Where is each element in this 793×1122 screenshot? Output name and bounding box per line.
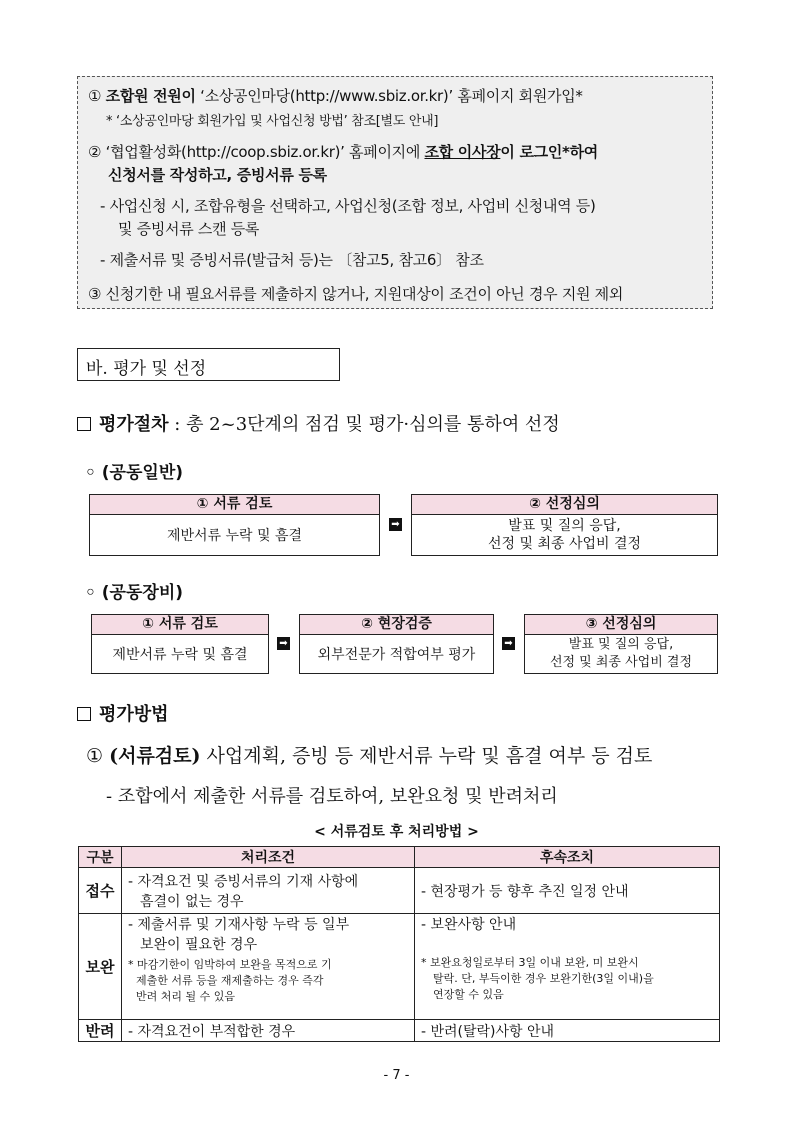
equip-step1-body: 제반서류 누락 및 흠결: [112, 647, 248, 663]
notice-line-6: 및 증빙서류 스캔 등록: [118, 220, 260, 238]
notice-num-3: ③: [88, 285, 102, 303]
method-sub: - 조합에서 제출한 서류를 검토하여, 보완요청 및 반려처리: [106, 786, 558, 807]
general-step1-body: 제반서류 누락 및 흠결: [166, 528, 303, 544]
equip-step2-box: [299, 614, 494, 674]
table-row: [79, 1020, 720, 1042]
notice-line-5: - 사업신청 시, 조합유형을 선택하고, 사업신청(조합 정보, 사업비 신청내역 등): [100, 197, 596, 215]
procedure-text: : 총 2~3단계의 점검 및 평가·심의를 통하여 선정: [168, 414, 560, 435]
row-condition: [122, 868, 415, 914]
general-step2-body1: 발표 및 질의 응답,: [508, 518, 621, 534]
row-type: 접수: [79, 868, 122, 914]
action-note: 연장할 수 있음: [433, 988, 504, 1001]
general-label: ◦ (공동일반): [85, 463, 184, 483]
notice-line-2: * ‘소상공인마당 회원가입 및 사업신청 방법’ 참조[별도 안내]: [106, 114, 439, 129]
cond-line: 흠결이 없는 경우: [140, 893, 244, 910]
table-header: 후속조치: [415, 847, 720, 868]
arrow-right-icon: ➡: [389, 518, 402, 531]
notice-box: [77, 76, 713, 309]
row-condition: [122, 914, 415, 1020]
checkbox-icon: [77, 417, 91, 431]
equip-step3-title: ③ 선정심의: [525, 615, 717, 635]
equip-step3-body1: 발표 및 질의 응답,: [568, 637, 674, 652]
method-bold: (서류검토): [109, 745, 201, 767]
processing-table: [78, 846, 720, 1042]
row-condition: - 자격요건이 부적합한 경우: [122, 1020, 415, 1042]
notice-num-1: ①: [88, 87, 102, 105]
table-caption: < 서류검토 후 처리방법 >: [314, 824, 479, 840]
notice-bold-3b: 이 로그인*하여: [500, 143, 598, 161]
row-action: [415, 914, 720, 1020]
cond-line: - 자격요건 및 증빙서류의 기재 사항에: [128, 873, 359, 890]
notice-bold-1: 조합원 전원이: [105, 87, 196, 105]
procedure-label: 평가절차: [99, 414, 169, 435]
equip-step3-body2: 선정 및 최종 사업비 결정: [549, 655, 693, 670]
notice-line-4: [108, 164, 327, 185]
arrow-right-icon: ➡: [277, 637, 290, 650]
action-note: 탈락. 단, 부득이한 경우 보완기한(3일 이내)을: [433, 972, 654, 985]
cond-line: 보완이 필요한 경우: [140, 937, 258, 953]
notice-text-8: 신청기한 내 필요서류를 제출하지 않거나, 지원대상이 조건이 아닌 경우 지원 제외: [101, 285, 624, 303]
equip-step2-body: 외부전문가 적합여부 평가: [317, 647, 476, 663]
checkbox-icon: [77, 707, 91, 721]
notice-bold-4: 신청서를 작성하고, 증빙서류 등록: [108, 166, 327, 184]
equip-step2-title: ② 현장검증: [300, 615, 493, 635]
cond-note: 반려 처리 될 수 있음: [136, 990, 235, 1003]
notice-num-2: ②: [88, 143, 102, 161]
equip-label: ◦ (공동장비): [85, 583, 184, 603]
action-note: * 보완요청일로부터 3일 이내 보완, 미 보완시: [421, 956, 639, 969]
general-step2-title: ② 선정심의: [412, 495, 717, 515]
row-action: - 반려(탈락)사항 안내: [415, 1020, 720, 1042]
notice-line-1: [88, 85, 583, 106]
notice-text-1: ‘소상공인마당(http://www.sbiz.or.kr)’ 홈페이지 회원가입*: [195, 87, 583, 105]
cond-line: - 제출서류 및 기재사항 누락 등 일부: [128, 917, 350, 933]
general-step2-body2: 선정 및 최종 사업비 결정: [487, 536, 642, 552]
notice-underline-3: 조합 이사장: [424, 143, 501, 161]
equip-step3-box: [524, 614, 718, 674]
table-header: 구분: [79, 847, 122, 868]
table-header-row: [79, 847, 720, 868]
section-title: 바. 평가 및 선정: [77, 348, 340, 381]
method-text: 사업계획, 증빙 등 제반서류 누락 및 흠결 여부 등 검토: [200, 745, 653, 767]
row-type: 보완: [79, 914, 122, 1020]
equip-step1-box: [91, 614, 269, 674]
page-number: - 7 -: [383, 1068, 410, 1083]
method-label: 평가방법: [99, 704, 169, 725]
notice-line-8: [88, 283, 623, 304]
cond-note: * 마감기한이 임박하여 보완을 목적으로 기: [128, 958, 332, 971]
method-heading: [77, 700, 169, 726]
cond-note: 제출한 서류 등을 재제출하는 경우 즉각: [136, 974, 324, 987]
table-row: [79, 914, 720, 1020]
equip-step1-title: ① 서류 검토: [92, 615, 268, 635]
general-step1-title: ① 서류 검토: [90, 495, 379, 515]
procedure-heading: [77, 410, 560, 436]
row-type: 반려: [79, 1020, 122, 1042]
notice-line-3: [88, 141, 598, 162]
method-num: ①: [86, 745, 104, 767]
table-row: [79, 868, 720, 914]
action-line: - 보완사항 안내: [421, 917, 517, 933]
general-step1-box: [89, 494, 380, 556]
method-item: [86, 741, 652, 768]
notice-text-3a: ‘협업활성화(http://coop.sbiz.or.kr)’ 홈페이지에: [101, 143, 425, 161]
row-action: - 현장평가 등 향후 추진 일정 안내: [415, 868, 720, 914]
notice-line-7: - 제출서류 및 증빙서류(발급처 등)는 〔참고5, 참고6〕 참조: [100, 251, 484, 269]
arrow-right-icon: ➡: [502, 637, 515, 650]
general-step2-box: [411, 494, 718, 556]
table-header: 처리조건: [122, 847, 415, 868]
